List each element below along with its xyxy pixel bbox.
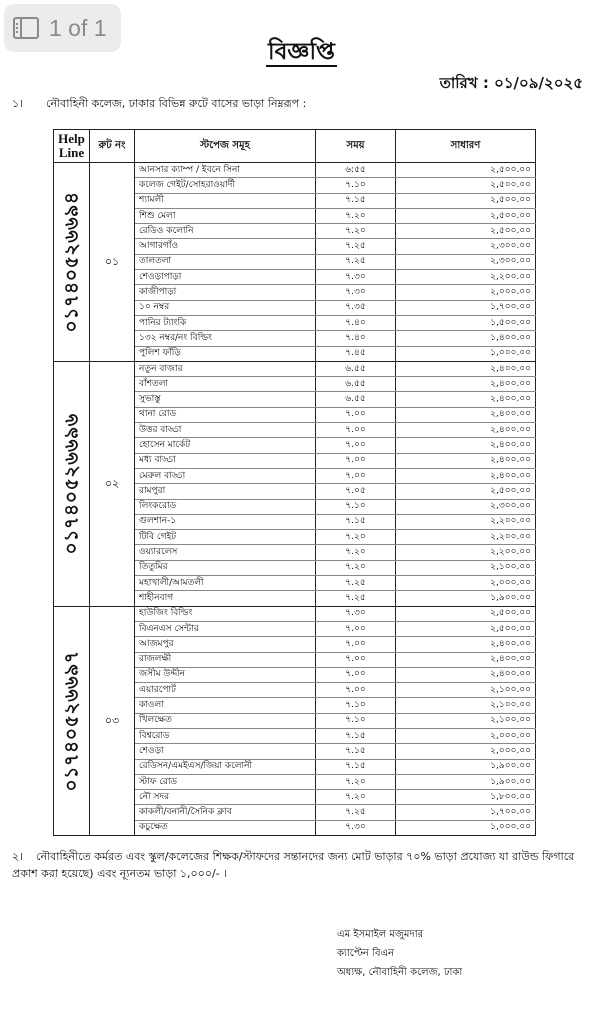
stop-fare: ১,৭০০.০০ bbox=[396, 805, 536, 820]
stop-name: সুভাস্তু bbox=[135, 392, 316, 407]
table-row bbox=[54, 361, 536, 376]
stop-time: ৭.৩০ bbox=[316, 285, 396, 300]
stop-fare: ২,৪০০.০০ bbox=[396, 453, 536, 468]
stop-time: ৭.১৫ bbox=[316, 728, 396, 743]
stop-fare: ২,৩০০.০০ bbox=[396, 239, 536, 254]
item-text: নৌবাহিনী কলেজ, ঢাকার বিভিন্ন রুটে বাসের ভাড়া নিম্নরূপ : bbox=[46, 97, 307, 110]
helpline-number[interactable]: ০১৭৪০৫২৬৬৯৬ bbox=[60, 413, 82, 555]
helpline-cell bbox=[54, 163, 90, 362]
stop-time: ৬.৫৫ bbox=[316, 377, 396, 392]
stop-name: থানা রোড bbox=[135, 407, 316, 422]
stop-time: ৭.০০ bbox=[316, 407, 396, 422]
stop-time: ৭.৩০ bbox=[316, 606, 396, 621]
stop-fare: ২,৫০০.০০ bbox=[396, 606, 536, 621]
stop-time: ৭.০০ bbox=[316, 652, 396, 667]
stop-name: আগারগাঁও bbox=[135, 239, 316, 254]
header-fare: সাধারণ bbox=[396, 130, 536, 163]
stop-time: ৭.২০ bbox=[316, 790, 396, 805]
stop-name: মহাখালী/আমতলী bbox=[135, 576, 316, 591]
stop-name: বিএনএস সেন্টার bbox=[135, 621, 316, 636]
stop-name: লিংকরোড bbox=[135, 499, 316, 514]
header-time: সময় bbox=[316, 130, 396, 163]
table-row bbox=[54, 163, 536, 178]
stop-name: শ্যামলী bbox=[135, 193, 316, 208]
stop-time: ৭.১৫ bbox=[316, 759, 396, 774]
table-header-row bbox=[54, 130, 536, 163]
notice-item-1 bbox=[12, 95, 306, 114]
signatory-designation: অধ্যক্ষ, নৌবাহিনী কলেজ, ঢাকা bbox=[337, 967, 463, 978]
stop-fare: ২,৪০০.০০ bbox=[396, 377, 536, 392]
stop-name: হাউজিং বিল্ডিং bbox=[135, 606, 316, 621]
fare-table bbox=[53, 129, 536, 836]
stop-name: স্টাফ রোড bbox=[135, 774, 316, 789]
stop-fare: ২,১০০.০০ bbox=[396, 560, 536, 575]
stop-time: ৭.২০ bbox=[316, 224, 396, 239]
stop-name: শেওড়া bbox=[135, 744, 316, 759]
stop-fare: ২,৪০০.০০ bbox=[396, 407, 536, 422]
notice-title: বিজ্ঞপ্তি bbox=[268, 39, 335, 65]
stop-time: ৭.০০ bbox=[316, 468, 396, 483]
stop-fare: ১,৪০০.০০ bbox=[396, 331, 536, 346]
signatory-rank: ক্যাপ্টেন বিএন bbox=[337, 948, 395, 959]
stop-name: মেরুল বাড্ডা bbox=[135, 468, 316, 483]
stop-fare: ২,৪০০.০০ bbox=[396, 637, 536, 652]
stop-fare: ২,২০০.০০ bbox=[396, 545, 536, 560]
stop-fare: ২,১০০.০০ bbox=[396, 713, 536, 728]
stop-fare: ২,৩০০.০০ bbox=[396, 499, 536, 514]
stop-time: ৭.০০ bbox=[316, 637, 396, 652]
stop-time: ৬:৫৫ bbox=[316, 163, 396, 178]
stop-time: ৭.০০ bbox=[316, 621, 396, 636]
stop-time: ৭.০০ bbox=[316, 683, 396, 698]
stop-time: ৭.৪০ bbox=[316, 315, 396, 330]
stop-name: কাওলা bbox=[135, 698, 316, 713]
stop-name: টিবি গেইট bbox=[135, 530, 316, 545]
stop-time: ৭.৪০ bbox=[316, 331, 396, 346]
stop-time: ৭.২০ bbox=[316, 545, 396, 560]
stop-name: গুলশান-১ bbox=[135, 514, 316, 529]
page-count: 1 of 1 bbox=[49, 14, 107, 41]
stop-name: তিতুমির bbox=[135, 560, 316, 575]
stop-name: কাজীপাড়া bbox=[135, 285, 316, 300]
stop-time: ৭.০০ bbox=[316, 423, 396, 438]
stop-fare: ২,০০০.০০ bbox=[396, 285, 536, 300]
stop-fare: ১,৯০০.০০ bbox=[396, 774, 536, 789]
stop-name: পানির ট্যাংকি bbox=[135, 315, 316, 330]
stop-fare: ২,০০০.০০ bbox=[396, 576, 536, 591]
notice-date: তারিখ : ০১/০৯/২০২৫ bbox=[439, 74, 583, 92]
stop-time: ৭.৩০ bbox=[316, 820, 396, 835]
notice-item-2 bbox=[12, 848, 597, 882]
stop-fare: ২,৪০০.০০ bbox=[396, 423, 536, 438]
route-number: ০২ bbox=[90, 361, 135, 606]
stop-name: ওয়্যারলেস bbox=[135, 545, 316, 560]
stop-fare: ২,৪০০.০০ bbox=[396, 652, 536, 667]
stop-fare: ২,২০০.০০ bbox=[396, 270, 536, 285]
stop-fare: ১,৯০০.০০ bbox=[396, 759, 536, 774]
stop-fare: ১,৭০০.০০ bbox=[396, 300, 536, 315]
stop-fare: ১,৫০০.০০ bbox=[396, 315, 536, 330]
route-number: ০১ bbox=[90, 163, 135, 362]
stop-time: ৭.২৫ bbox=[316, 239, 396, 254]
header-helpline: Help Line bbox=[54, 130, 90, 163]
stop-name: তালতলা bbox=[135, 254, 316, 269]
stop-fare: ২,১০০.০০ bbox=[396, 683, 536, 698]
stop-fare: ২,৫০০.০০ bbox=[396, 163, 536, 178]
stop-fare: ১,৮০০.০০ bbox=[396, 790, 536, 805]
item-number: ১। bbox=[12, 97, 24, 110]
stop-name: রামপুরা bbox=[135, 484, 316, 499]
signature-block bbox=[337, 925, 462, 982]
stop-fare: ২,৪০০.০০ bbox=[396, 667, 536, 682]
stop-fare: ২,১০০.০০ bbox=[396, 698, 536, 713]
stop-name: রেডিসন/এমইএস/জিয়া কলোনী bbox=[135, 759, 316, 774]
stop-name: কলেজ গেইট/সোহরাওয়ার্দী bbox=[135, 178, 316, 193]
stop-name: বিশ্বরোড bbox=[135, 728, 316, 743]
stop-time: ৭.০০ bbox=[316, 667, 396, 682]
stop-time: ৭.১৫ bbox=[316, 193, 396, 208]
table-body bbox=[54, 163, 536, 836]
stop-fare: ২,৪০০.০০ bbox=[396, 438, 536, 453]
signatory-name: এম ইসমাইল মজুমদার bbox=[337, 929, 424, 940]
stop-time: ৭.০৫ bbox=[316, 484, 396, 499]
stop-time: ৭.১৫ bbox=[316, 514, 396, 529]
stop-fare: ২,৫০০.০০ bbox=[396, 484, 536, 499]
stop-time: ৭.২০ bbox=[316, 560, 396, 575]
stop-name: শিশু মেলা bbox=[135, 208, 316, 223]
stop-name: শেওড়াপাড়া bbox=[135, 270, 316, 285]
stop-fare: ২,০০০.০০ bbox=[396, 728, 536, 743]
stop-time: ৬.৫৫ bbox=[316, 361, 396, 376]
stop-time: ৭.৩০ bbox=[316, 270, 396, 285]
stop-name: নতুন বাজার bbox=[135, 361, 316, 376]
stop-fare: ২,৫০০.০০ bbox=[396, 193, 536, 208]
stop-fare: ২,২০০.০০ bbox=[396, 530, 536, 545]
stop-name: রাজলক্ষী bbox=[135, 652, 316, 667]
stop-name: উত্তর বাড্ডা bbox=[135, 423, 316, 438]
stop-name: কচুক্ষেত bbox=[135, 820, 316, 835]
stop-time: ৭.২০ bbox=[316, 774, 396, 789]
stop-time: ৭.১০ bbox=[316, 713, 396, 728]
stop-name: শাহীনবাগ bbox=[135, 591, 316, 606]
stop-name: আনসার ক্যাম্প / ইবনে সিনা bbox=[135, 163, 316, 178]
stop-time: ৭.৪৫ bbox=[316, 346, 396, 361]
stop-time: ৭.১০ bbox=[316, 698, 396, 713]
stop-fare: ২,৪০০.০০ bbox=[396, 468, 536, 483]
stop-time: ৭.৩৫ bbox=[316, 300, 396, 315]
stop-fare: ২,০০০.০০ bbox=[396, 744, 536, 759]
stop-fare: ২,৪০০.০০ bbox=[396, 361, 536, 376]
stop-time: ৭.২৫ bbox=[316, 591, 396, 606]
header-route: রুট নং bbox=[90, 130, 135, 163]
stop-name: খিলক্ষেত bbox=[135, 713, 316, 728]
stop-fare: ২,৫০০.০০ bbox=[396, 208, 536, 223]
stop-time: ৭.২৫ bbox=[316, 254, 396, 269]
stop-fare: ২,২০০.০০ bbox=[396, 514, 536, 529]
stop-fare: ২,৩০০.০০ bbox=[396, 254, 536, 269]
stop-name: ১৩২ নম্বর/নং বিল্ডিং bbox=[135, 331, 316, 346]
stop-fare: ২,৫০০.০০ bbox=[396, 178, 536, 193]
stop-name: ১০ নম্বর bbox=[135, 300, 316, 315]
stop-time: ৭.২০ bbox=[316, 208, 396, 223]
stop-time: ৭.০০ bbox=[316, 438, 396, 453]
stop-fare: ২,৫০০.০০ bbox=[396, 621, 536, 636]
stop-name: এয়ারপোর্ট bbox=[135, 683, 316, 698]
stop-name: হোসেন মার্কেট bbox=[135, 438, 316, 453]
stop-time: ৭.০০ bbox=[316, 453, 396, 468]
table-row bbox=[54, 606, 536, 621]
stop-name: জসীম উদ্দীন bbox=[135, 667, 316, 682]
header-stops: স্টপেজ সমূহ bbox=[135, 130, 316, 163]
stop-fare: ২,৫০০.০০ bbox=[396, 224, 536, 239]
helpline-number[interactable]: ০১৭৪০৫২৬৬৯৭ bbox=[60, 650, 82, 792]
stop-fare: ২,৪০০.০০ bbox=[396, 392, 536, 407]
stop-name: আজমপুর bbox=[135, 637, 316, 652]
stop-time: ৭.২৫ bbox=[316, 805, 396, 820]
stop-name: বাঁশতলা bbox=[135, 377, 316, 392]
stop-time: ৭.১৫ bbox=[316, 744, 396, 759]
stop-fare: ১,০০০.০০ bbox=[396, 820, 536, 835]
stop-time: ৭.২০ bbox=[316, 530, 396, 545]
stop-fare: ১,৯০০.০০ bbox=[396, 591, 536, 606]
stop-time: ৭.১০ bbox=[316, 178, 396, 193]
stop-name: মধ্য বাড্ডা bbox=[135, 453, 316, 468]
item-number: ২। bbox=[12, 850, 24, 863]
stop-time: ৬.৫৫ bbox=[316, 392, 396, 407]
route-number: ০৩ bbox=[90, 606, 135, 835]
stop-time: ৭.১০ bbox=[316, 499, 396, 514]
stop-name: নৌ সদর bbox=[135, 790, 316, 805]
helpline-cell bbox=[54, 606, 90, 835]
stop-name: কাকলী/বনানী/সৈনিক ক্লাব bbox=[135, 805, 316, 820]
stop-fare: ১,০০০.০০ bbox=[396, 346, 536, 361]
item-text: নৌবাহিনীতে কর্মরত এবং স্কুল/কলেজের শিক্ষক/স্টাফদের সন্তানদের জন্য মোট ভাড়ার ৭০% ভাড়া প্রযোজ্য যা রাউন্ড ফিগারে প্রকাশ করা হয়েছে) এবং ন্যূনতম ভাড়া ১,০০০/- । bbox=[12, 850, 575, 880]
stop-name: পুলিশ ফাঁড়ি bbox=[135, 346, 316, 361]
helpline-number[interactable]: ০১৭৪০৫২৬৬৯৪ bbox=[60, 191, 82, 333]
helpline-cell bbox=[54, 361, 90, 606]
stop-time: ৭.২৫ bbox=[316, 576, 396, 591]
stop-name: রেডিও কলোনি bbox=[135, 224, 316, 239]
